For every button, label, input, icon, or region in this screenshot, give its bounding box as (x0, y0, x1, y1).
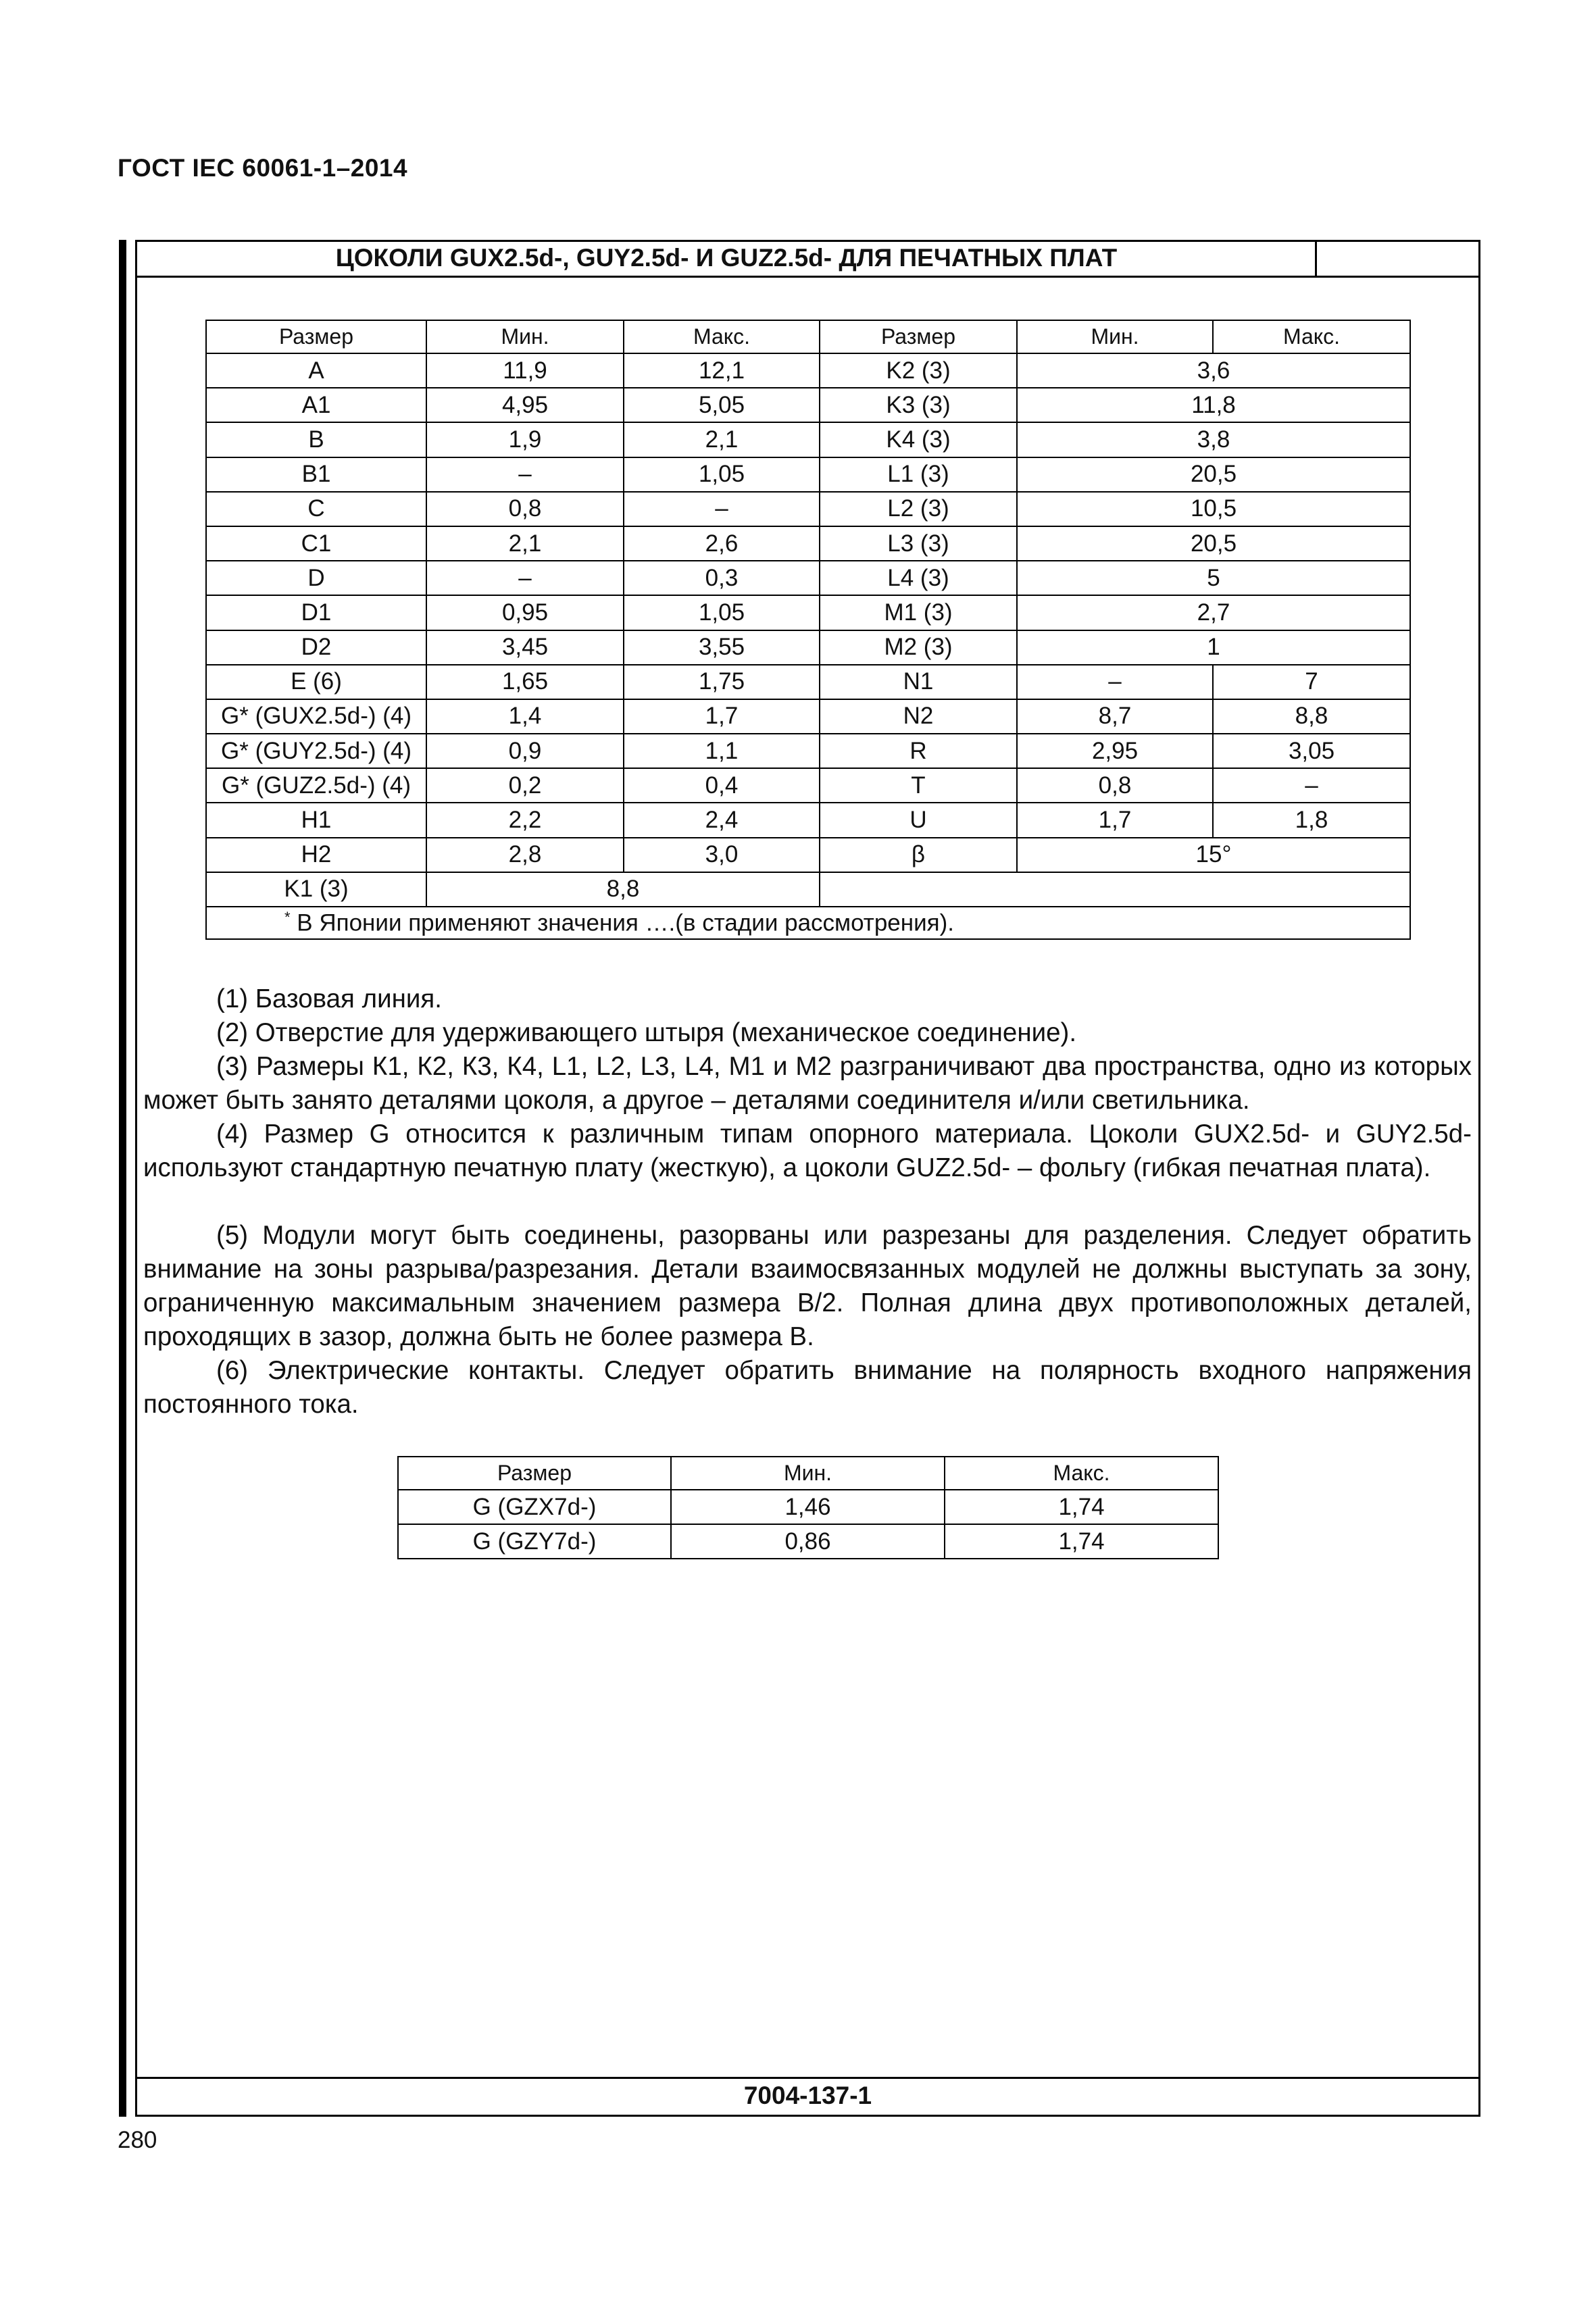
cell-min: 8,7 (1017, 699, 1213, 734)
note-3 (143, 1050, 1472, 1117)
cell-min: 3,45 (426, 630, 624, 665)
cell-size: C1 (206, 526, 426, 561)
cell-size: N2 (820, 699, 1017, 734)
cell-max: 1,1 (624, 734, 820, 768)
sheet-footer-divider (135, 2077, 1480, 2079)
cell-size: K1 (3) (206, 872, 426, 907)
cell-min: 0,8 (426, 492, 624, 526)
cell-max: 0,4 (624, 768, 820, 803)
header-max-right: Макс. (1213, 320, 1410, 353)
note-6 (143, 1354, 1472, 1422)
footnote-text: В Японии применяют значения ….(в стадии рассмотрения). (297, 909, 954, 936)
table-row (206, 630, 1410, 665)
cell-size: R (820, 734, 1017, 768)
cell-max: 1,05 (624, 457, 820, 492)
cell-min: 0,95 (426, 595, 624, 630)
cell-value: 1 (1017, 630, 1410, 665)
cell-empty (820, 872, 1410, 907)
cell-min: 4,95 (426, 388, 624, 422)
table-row (206, 768, 1410, 803)
cell-size: A1 (206, 388, 426, 422)
cell-max: – (1213, 768, 1410, 803)
cell-min: 2,95 (1017, 734, 1213, 768)
cell-size: G* (GUY2.5d-) (4) (206, 734, 426, 768)
cell-size: L4 (3) (820, 561, 1017, 595)
cell-min: 0,2 (426, 768, 624, 803)
cell-max: 2,1 (624, 422, 820, 457)
table-row (398, 1490, 1218, 1524)
table-row (206, 492, 1410, 526)
table-row (206, 838, 1410, 872)
footnote-row (206, 907, 1410, 939)
sheet-title: ЦОКОЛИ GUX2.5d-, GUY2.5d- И GUZ2.5d- ДЛЯ ПЕЧАТНЫХ ПЛАТ (335, 244, 1118, 272)
cell-min: 0,9 (426, 734, 624, 768)
table-row (206, 388, 1410, 422)
cell-max: 3,0 (624, 838, 820, 872)
note-text: (6) Электрические контакты. Следует обратить внимание на полярность входного напряжения постоянного тока. (143, 1356, 1472, 1419)
header-min: Мин. (671, 1457, 945, 1490)
table-footnote (206, 907, 1410, 939)
table-header-row (398, 1457, 1218, 1490)
note-text: (2) Отверстие для удерживающего штыря (механическое соединение). (216, 1018, 1077, 1047)
cell-max: 0,3 (624, 561, 820, 595)
table-row (206, 803, 1410, 837)
cell-value: 11,8 (1017, 388, 1410, 422)
cell-size: M1 (3) (820, 595, 1017, 630)
note-text: (1) Базовая линия. (216, 984, 442, 1013)
sheet-code: 7004-137-1 (743, 2082, 872, 2109)
cell-size: G* (GUX2.5d-) (4) (206, 699, 426, 734)
cell-min: 1,4 (426, 699, 624, 734)
header-max: Макс. (945, 1457, 1218, 1490)
cell-max: 5,05 (624, 388, 820, 422)
note-2 (143, 1016, 1472, 1050)
footnote-mark: * (284, 909, 291, 926)
cell-min: – (426, 561, 624, 595)
cell-value: 3,8 (1017, 422, 1410, 457)
cell-size: D (206, 561, 426, 595)
cell-value: 20,5 (1017, 526, 1410, 561)
header-size: Размер (398, 1457, 671, 1490)
sheet-left-bar (119, 240, 126, 2117)
cell-size: E (6) (206, 665, 426, 699)
table-row (206, 457, 1410, 492)
cell-max: 1,75 (624, 665, 820, 699)
cell-max: 1,05 (624, 595, 820, 630)
cell-size: C (206, 492, 426, 526)
cell-max: 1,74 (945, 1490, 1218, 1524)
note-text: (3) Размеры К1, К2, К3, К4, L1, L2, L3, L4, M1 и M2 разграничивают два пространства, одно из которых может быть занято деталями цоколя, а другое – деталями соединителя и/или светильника. (143, 1052, 1472, 1115)
table-row (206, 665, 1410, 699)
cell-size: H2 (206, 838, 426, 872)
note-5 (143, 1219, 1472, 1354)
cell-min: 1,46 (671, 1490, 945, 1524)
table-row (206, 699, 1410, 734)
cell-value: 3,6 (1017, 353, 1410, 388)
note-1 (143, 982, 1472, 1016)
cell-size: K4 (3) (820, 422, 1017, 457)
table-row (206, 872, 1410, 907)
cell-max: 3,55 (624, 630, 820, 665)
cell-value: 2,7 (1017, 595, 1410, 630)
cell-min: 2,2 (426, 803, 624, 837)
cell-size: K2 (3) (820, 353, 1017, 388)
cell-min: 0,86 (671, 1524, 945, 1559)
cell-min: 1,7 (1017, 803, 1213, 837)
cell-max: 12,1 (624, 353, 820, 388)
cell-min: 1,65 (426, 665, 624, 699)
note-4 (143, 1117, 1472, 1185)
cell-min: 0,8 (1017, 768, 1213, 803)
table-row (206, 422, 1410, 457)
cell-size: N1 (820, 665, 1017, 699)
cell-max: 1,74 (945, 1524, 1218, 1559)
cell-max: 8,8 (1213, 699, 1410, 734)
cell-max: 2,6 (624, 526, 820, 561)
cell-size: A (206, 353, 426, 388)
header-size-right: Размер (820, 320, 1017, 353)
cell-max: 2,4 (624, 803, 820, 837)
cell-max: 7 (1213, 665, 1410, 699)
table-row (206, 561, 1410, 595)
document-header: ГОСТ IEC 60061-1–2014 (118, 154, 408, 182)
cell-size: K3 (3) (820, 388, 1017, 422)
dimensions-table (205, 320, 1411, 940)
cell-max: 3,05 (1213, 734, 1410, 768)
cell-size: β (820, 838, 1017, 872)
table-row (206, 526, 1410, 561)
cell-max: – (624, 492, 820, 526)
note-text: (5) Модули могут быть соединены, разорваны или разрезаны для разделения. Следует обратить внимание на зоны разрыва/разрезания. Детали взаимосвязанных модулей не должны выступать за зону, ограниченную максимальным значением размера B/2. Полная длина двух противоположных деталей, проходящих в зазор, должна быть не более размера B. (143, 1221, 1472, 1351)
cell-size: M2 (3) (820, 630, 1017, 665)
header-min-left: Мин. (426, 320, 624, 353)
cell-size: D1 (206, 595, 426, 630)
cell-min: – (426, 457, 624, 492)
note-text: (4) Размер G относится к различным типам опорного материала. Цоколи GUX2.5d- и GUY2.5d- используют стандартную печатную плату (жесткую), а цоколи GUZ2.5d- – фольгу (гибкая печатная плата). (143, 1120, 1472, 1182)
header-size-left: Размер (206, 320, 426, 353)
header-max-left: Макс. (624, 320, 820, 353)
cell-size: B1 (206, 457, 426, 492)
cell-size: G (GZX7d-) (398, 1490, 671, 1524)
cell-value: 10,5 (1017, 492, 1410, 526)
cell-value: 5 (1017, 561, 1410, 595)
cell-size: H1 (206, 803, 426, 837)
page-number: 280 (118, 2127, 157, 2153)
cell-size: L2 (3) (820, 492, 1017, 526)
cell-min: – (1017, 665, 1213, 699)
table-row (206, 595, 1410, 630)
cell-min: 2,8 (426, 838, 624, 872)
cell-size: G (GZY7d-) (398, 1524, 671, 1559)
cell-min: 2,1 (426, 526, 624, 561)
cell-size: L1 (3) (820, 457, 1017, 492)
cell-min: 1,9 (426, 422, 624, 457)
cell-size: T (820, 768, 1017, 803)
cell-value: 8,8 (426, 872, 820, 907)
table-row (206, 353, 1410, 388)
g-dimension-table (397, 1456, 1219, 1559)
cell-value: 20,5 (1017, 457, 1410, 492)
table-row (206, 734, 1410, 768)
cell-size: B (206, 422, 426, 457)
cell-max: 1,8 (1213, 803, 1410, 837)
cell-size: L3 (3) (820, 526, 1017, 561)
header-min-right: Мин. (1017, 320, 1213, 353)
table-row (398, 1524, 1218, 1559)
table-header-row (206, 320, 1410, 353)
cell-min: 11,9 (426, 353, 624, 388)
cell-size: G* (GUZ2.5d-) (4) (206, 768, 426, 803)
cell-value: 15° (1017, 838, 1410, 872)
cell-max: 1,7 (624, 699, 820, 734)
cell-size: U (820, 803, 1017, 837)
cell-size: D2 (206, 630, 426, 665)
